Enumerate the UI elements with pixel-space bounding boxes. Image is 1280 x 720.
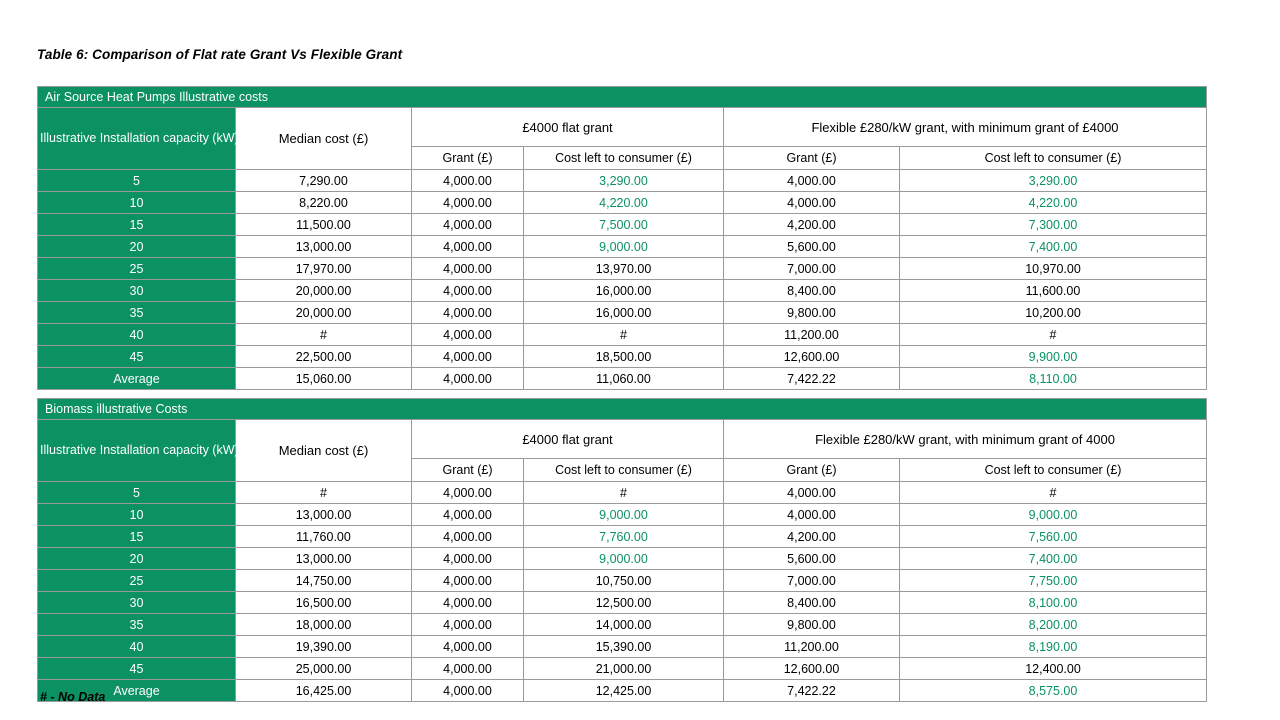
header-capacity: Illustrative Installation capacity (kW)	[38, 420, 236, 482]
cell-flex-cost-left: 10,200.00	[900, 302, 1207, 324]
cell-median-cost: 17,970.00	[236, 258, 412, 280]
cell-flex-grant: 7,000.00	[724, 570, 900, 592]
cell-flat-grant: 4,000.00	[412, 658, 524, 680]
cell-average-flex-grant: 7,422.22	[724, 368, 900, 390]
cell-median-cost: 20,000.00	[236, 302, 412, 324]
cell-flex-grant: 8,400.00	[724, 592, 900, 614]
cell-flat-grant: 4,000.00	[412, 636, 524, 658]
cell-average-median: 15,060.00	[236, 368, 412, 390]
cell-capacity: 35	[38, 302, 236, 324]
cell-capacity: 45	[38, 346, 236, 368]
cell-flex-cost-left: 9,900.00	[900, 346, 1207, 368]
cell-average-flat-cost-left: 11,060.00	[524, 368, 724, 390]
cell-flex-cost-left: 7,560.00	[900, 526, 1207, 548]
cell-flex-grant: 4,000.00	[724, 504, 900, 526]
cell-flat-cost-left: 16,000.00	[524, 302, 724, 324]
cell-flex-grant: 12,600.00	[724, 346, 900, 368]
cell-flex-cost-left: 7,300.00	[900, 214, 1207, 236]
cell-flat-cost-left: #	[524, 482, 724, 504]
cell-flex-cost-left: 9,000.00	[900, 504, 1207, 526]
cell-capacity: 40	[38, 636, 236, 658]
subheader-flat-grant-amount: Grant (£)	[412, 459, 524, 482]
cell-flat-cost-left: 9,000.00	[524, 548, 724, 570]
biomass-table-container	[37, 398, 1207, 702]
cell-flex-cost-left: 4,220.00	[900, 192, 1207, 214]
cell-flat-cost-left: 13,970.00	[524, 258, 724, 280]
table-band-row	[38, 87, 1207, 108]
cell-flat-grant: 4,000.00	[412, 614, 524, 636]
cell-capacity: 10	[38, 504, 236, 526]
table-caption: Table 6: Comparison of Flat rate Grant Vs Flexible Grant	[37, 47, 403, 62]
subheader-flat-cost-left: Cost left to consumer (£)	[524, 147, 724, 170]
cell-flat-grant: 4,000.00	[412, 504, 524, 526]
cell-median-cost: #	[236, 324, 412, 346]
cell-flex-cost-left: 8,200.00	[900, 614, 1207, 636]
cell-flat-cost-left: 15,390.00	[524, 636, 724, 658]
table-row	[38, 614, 1207, 636]
cell-average-flat-cost-left: 12,425.00	[524, 680, 724, 702]
table-row	[38, 302, 1207, 324]
cell-flat-cost-left: 9,000.00	[524, 504, 724, 526]
cell-capacity: 35	[38, 614, 236, 636]
cell-capacity: 15	[38, 214, 236, 236]
biomass-grant-table	[37, 398, 1207, 702]
cell-flex-grant: 4,200.00	[724, 214, 900, 236]
cell-flat-cost-left: 7,760.00	[524, 526, 724, 548]
cell-average-flex-cost-left: 8,110.00	[900, 368, 1207, 390]
cell-capacity: 10	[38, 192, 236, 214]
cell-median-cost: 18,000.00	[236, 614, 412, 636]
cell-flex-cost-left: 3,290.00	[900, 170, 1207, 192]
cell-flat-cost-left: 16,000.00	[524, 280, 724, 302]
cell-median-cost: 16,500.00	[236, 592, 412, 614]
footnote-no-data: # - No Data	[40, 690, 106, 704]
cell-average-label: Average	[38, 680, 236, 702]
cell-capacity: 20	[38, 236, 236, 258]
cell-flex-grant: 9,800.00	[724, 302, 900, 324]
cell-average-label: Average	[38, 368, 236, 390]
table-group-header-row	[38, 108, 1207, 147]
cell-average-flex-grant: 7,422.22	[724, 680, 900, 702]
cell-flat-cost-left: 7,500.00	[524, 214, 724, 236]
table-row	[38, 324, 1207, 346]
ashp-grant-table	[37, 86, 1207, 390]
cell-flex-cost-left: 8,190.00	[900, 636, 1207, 658]
cell-average-flat-grant: 4,000.00	[412, 680, 524, 702]
cell-flex-grant: 11,200.00	[724, 636, 900, 658]
cell-flat-cost-left: 21,000.00	[524, 658, 724, 680]
cell-flex-cost-left: 12,400.00	[900, 658, 1207, 680]
cell-flex-grant: 7,000.00	[724, 258, 900, 280]
cell-median-cost: 20,000.00	[236, 280, 412, 302]
table-row	[38, 570, 1207, 592]
cell-capacity: 25	[38, 570, 236, 592]
subheader-flat-grant-amount: Grant (£)	[412, 147, 524, 170]
cell-flex-grant: 12,600.00	[724, 658, 900, 680]
cell-median-cost: 13,000.00	[236, 548, 412, 570]
cell-flex-grant: 8,400.00	[724, 280, 900, 302]
table-band-title: Air Source Heat Pumps Illustrative costs	[38, 87, 1207, 108]
table-row	[38, 192, 1207, 214]
header-flexible-grant: Flexible £280/kW grant, with minimum grant of £4000	[724, 108, 1207, 147]
cell-flex-grant: 5,600.00	[724, 236, 900, 258]
header-flat-grant: £4000 flat grant	[412, 108, 724, 147]
cell-flex-grant: 4,200.00	[724, 526, 900, 548]
subheader-flex-cost-left: Cost left to consumer (£)	[900, 459, 1207, 482]
cell-flex-grant: 4,000.00	[724, 192, 900, 214]
cell-flat-grant: 4,000.00	[412, 214, 524, 236]
header-median-cost: Median cost (£)	[236, 108, 412, 170]
subheader-flex-cost-left: Cost left to consumer (£)	[900, 147, 1207, 170]
cell-flat-grant: 4,000.00	[412, 280, 524, 302]
table-row	[38, 258, 1207, 280]
cell-flat-grant: 4,000.00	[412, 592, 524, 614]
cell-flex-cost-left: 7,750.00	[900, 570, 1207, 592]
table-average-row	[38, 368, 1207, 390]
cell-flex-grant: 5,600.00	[724, 548, 900, 570]
cell-flat-cost-left: 10,750.00	[524, 570, 724, 592]
cell-flex-cost-left: #	[900, 482, 1207, 504]
table-row	[38, 346, 1207, 368]
table-row	[38, 592, 1207, 614]
cell-median-cost: 22,500.00	[236, 346, 412, 368]
cell-capacity: 5	[38, 482, 236, 504]
cell-median-cost: 11,760.00	[236, 526, 412, 548]
cell-flex-cost-left: 8,100.00	[900, 592, 1207, 614]
cell-flex-cost-left: #	[900, 324, 1207, 346]
subheader-flex-grant-amount: Grant (£)	[724, 147, 900, 170]
cell-capacity: 30	[38, 592, 236, 614]
cell-flat-cost-left: 18,500.00	[524, 346, 724, 368]
cell-flat-cost-left: 12,500.00	[524, 592, 724, 614]
cell-flat-grant: 4,000.00	[412, 482, 524, 504]
table-row	[38, 636, 1207, 658]
table-row	[38, 548, 1207, 570]
cell-flex-cost-left: 11,600.00	[900, 280, 1207, 302]
cell-median-cost: 13,000.00	[236, 504, 412, 526]
table-row	[38, 170, 1207, 192]
cell-median-cost: 25,000.00	[236, 658, 412, 680]
table-band-row	[38, 399, 1207, 420]
header-median-cost: Median cost (£)	[236, 420, 412, 482]
cell-flat-cost-left: 9,000.00	[524, 236, 724, 258]
table-row	[38, 504, 1207, 526]
cell-capacity: 30	[38, 280, 236, 302]
table-row	[38, 214, 1207, 236]
cell-average-flat-grant: 4,000.00	[412, 368, 524, 390]
cell-flat-grant: 4,000.00	[412, 548, 524, 570]
cell-average-flex-cost-left: 8,575.00	[900, 680, 1207, 702]
header-flexible-grant: Flexible £280/kW grant, with minimum grant of 4000	[724, 420, 1207, 459]
cell-flat-grant: 4,000.00	[412, 324, 524, 346]
cell-flex-cost-left: 7,400.00	[900, 236, 1207, 258]
cell-flat-grant: 4,000.00	[412, 570, 524, 592]
cell-flat-grant: 4,000.00	[412, 258, 524, 280]
cell-flat-grant: 4,000.00	[412, 302, 524, 324]
cell-flat-grant: 4,000.00	[412, 236, 524, 258]
table-band-title: Biomass illustrative Costs	[38, 399, 1207, 420]
cell-flex-grant: 11,200.00	[724, 324, 900, 346]
cell-flat-cost-left: 4,220.00	[524, 192, 724, 214]
table-row	[38, 280, 1207, 302]
cell-capacity: 25	[38, 258, 236, 280]
cell-flex-cost-left: 10,970.00	[900, 258, 1207, 280]
cell-flat-grant: 4,000.00	[412, 346, 524, 368]
cell-flex-grant: 4,000.00	[724, 170, 900, 192]
table-average-row	[38, 680, 1207, 702]
cell-capacity: 20	[38, 548, 236, 570]
cell-median-cost: 19,390.00	[236, 636, 412, 658]
cell-capacity: 45	[38, 658, 236, 680]
ashp-table-container	[37, 86, 1207, 390]
header-flat-grant: £4000 flat grant	[412, 420, 724, 459]
cell-median-cost: 14,750.00	[236, 570, 412, 592]
cell-flex-grant: 4,000.00	[724, 482, 900, 504]
cell-flex-grant: 9,800.00	[724, 614, 900, 636]
cell-median-cost: 11,500.00	[236, 214, 412, 236]
cell-average-median: 16,425.00	[236, 680, 412, 702]
cell-flat-cost-left: 3,290.00	[524, 170, 724, 192]
cell-median-cost: 13,000.00	[236, 236, 412, 258]
subheader-flat-cost-left: Cost left to consumer (£)	[524, 459, 724, 482]
cell-capacity: 15	[38, 526, 236, 548]
table-row	[38, 658, 1207, 680]
table-row	[38, 236, 1207, 258]
subheader-flex-grant-amount: Grant (£)	[724, 459, 900, 482]
table-group-header-row	[38, 420, 1207, 459]
header-capacity: Illustrative Installation capacity (kW)	[38, 108, 236, 170]
cell-flat-grant: 4,000.00	[412, 192, 524, 214]
table-row	[38, 482, 1207, 504]
cell-flex-cost-left: 7,400.00	[900, 548, 1207, 570]
cell-flat-grant: 4,000.00	[412, 170, 524, 192]
cell-median-cost: 7,290.00	[236, 170, 412, 192]
cell-flat-cost-left: 14,000.00	[524, 614, 724, 636]
cell-capacity: 40	[38, 324, 236, 346]
cell-flat-grant: 4,000.00	[412, 526, 524, 548]
table-row	[38, 526, 1207, 548]
cell-median-cost: 8,220.00	[236, 192, 412, 214]
cell-median-cost: #	[236, 482, 412, 504]
cell-capacity: 5	[38, 170, 236, 192]
cell-flat-cost-left: #	[524, 324, 724, 346]
